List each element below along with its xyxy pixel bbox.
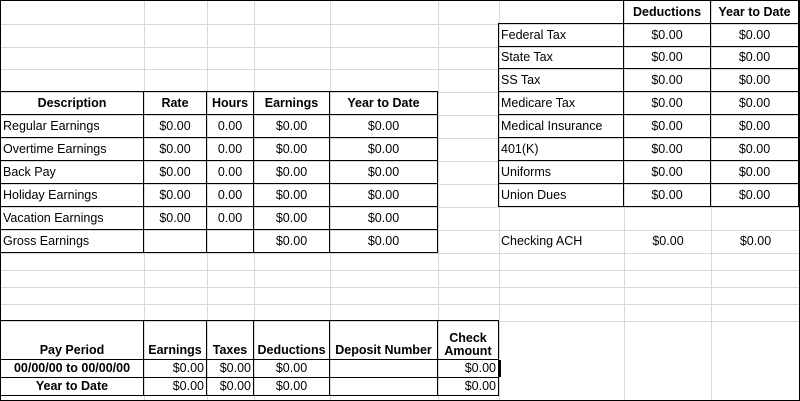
earning-ytd[interactable]: $0.00 xyxy=(329,160,438,184)
earning-rate[interactable]: $0.00 xyxy=(143,206,207,230)
deduction-label[interactable]: State Tax xyxy=(498,46,624,69)
gross-hours-empty[interactable] xyxy=(206,229,254,253)
pay-taxes-ytd[interactable]: $0.00 xyxy=(206,377,254,396)
deduction-ytd[interactable]: $0.00 xyxy=(710,137,799,161)
deduction-ytd[interactable]: $0.00 xyxy=(710,23,799,47)
earning-hours[interactable]: 0.00 xyxy=(206,114,254,138)
pay-deductions-header[interactable]: Deductions xyxy=(253,320,330,360)
check-amount-ytd[interactable]: $0.00 xyxy=(437,377,499,396)
cell-selection-indicator xyxy=(498,360,501,377)
pay-ytd-label[interactable]: Year to Date xyxy=(0,377,144,396)
checking-ach-ytd[interactable]: $0.00 xyxy=(739,234,772,248)
deduction-label[interactable]: Medicare Tax xyxy=(498,91,624,115)
earning-rate[interactable]: $0.00 xyxy=(143,183,207,207)
deduction-label[interactable]: SS Tax xyxy=(498,68,624,92)
gridline xyxy=(1,287,799,288)
earning-amount[interactable]: $0.00 xyxy=(253,183,330,207)
pay-taxes[interactable]: $0.00 xyxy=(206,359,254,378)
deduction-amount[interactable]: $0.00 xyxy=(623,68,711,92)
deduction-amount[interactable]: $0.00 xyxy=(623,183,711,207)
deposit-number-ytd[interactable] xyxy=(329,377,438,396)
pay-taxes-header[interactable]: Taxes xyxy=(206,320,254,360)
earning-hours[interactable]: 0.00 xyxy=(206,183,254,207)
pay-deductions-ytd[interactable]: $0.00 xyxy=(253,377,330,396)
deposit-number[interactable] xyxy=(329,359,438,378)
deposit-number-header[interactable]: Deposit Number xyxy=(329,320,438,360)
earning-rate[interactable]: $0.00 xyxy=(143,137,207,161)
earning-ytd[interactable]: $0.00 xyxy=(329,137,438,161)
rate-header[interactable]: Rate xyxy=(143,91,207,115)
check-amount-header[interactable]: Check Amount xyxy=(437,320,499,360)
gridline xyxy=(1,304,799,305)
deduction-label[interactable]: Federal Tax xyxy=(498,23,624,47)
earning-ytd[interactable]: $0.00 xyxy=(329,206,438,230)
deduction-ytd[interactable]: $0.00 xyxy=(710,160,799,184)
earning-amount[interactable]: $0.00 xyxy=(253,114,330,138)
earning-description[interactable]: Regular Earnings xyxy=(0,114,144,138)
gross-earnings-label[interactable]: Gross Earnings xyxy=(0,229,144,253)
pay-period-range[interactable]: 00/00/00 to 00/00/00 xyxy=(0,359,144,378)
pay-deductions[interactable]: $0.00 xyxy=(253,359,330,378)
gross-earnings-amount[interactable]: $0.00 xyxy=(253,229,330,253)
deduction-ytd[interactable]: $0.00 xyxy=(710,68,799,92)
deductions-header[interactable]: Deductions xyxy=(623,0,711,24)
deduction-amount[interactable]: $0.00 xyxy=(623,160,711,184)
earning-hours[interactable]: 0.00 xyxy=(206,206,254,230)
description-header[interactable]: Description xyxy=(0,91,144,115)
deduction-label[interactable]: Union Dues xyxy=(498,183,624,207)
deduction-ytd[interactable]: $0.00 xyxy=(710,91,799,115)
deduction-label[interactable]: Medical Insurance xyxy=(498,114,624,138)
pay-earnings[interactable]: $0.00 xyxy=(143,359,207,378)
pay-period-header[interactable]: Pay Period xyxy=(0,320,144,360)
check-amount[interactable]: $0.00 xyxy=(437,359,499,378)
deduction-amount[interactable]: $0.00 xyxy=(623,114,711,138)
earnings-ytd-header[interactable]: Year to Date xyxy=(329,91,438,115)
deduction-label[interactable]: Uniforms xyxy=(498,160,624,184)
earning-rate[interactable]: $0.00 xyxy=(143,160,207,184)
deduction-ytd[interactable]: $0.00 xyxy=(710,46,799,69)
deduction-label[interactable]: 401(K) xyxy=(498,137,624,161)
earning-description[interactable]: Vacation Earnings xyxy=(0,206,144,230)
earning-description[interactable]: Overtime Earnings xyxy=(0,137,144,161)
earning-rate[interactable]: $0.00 xyxy=(143,114,207,138)
gridline xyxy=(1,253,799,254)
deduction-amount[interactable]: $0.00 xyxy=(623,137,711,161)
gross-rate-empty[interactable] xyxy=(143,229,207,253)
earning-amount[interactable]: $0.00 xyxy=(253,206,330,230)
deduction-amount[interactable]: $0.00 xyxy=(623,23,711,47)
earning-description[interactable]: Back Pay xyxy=(0,160,144,184)
checking-ach-label[interactable]: Checking ACH xyxy=(501,234,583,248)
earning-ytd[interactable]: $0.00 xyxy=(329,183,438,207)
deduction-ytd[interactable]: $0.00 xyxy=(710,183,799,207)
hours-header[interactable]: Hours xyxy=(206,91,254,115)
deduction-amount[interactable]: $0.00 xyxy=(623,46,711,69)
earning-amount[interactable]: $0.00 xyxy=(253,160,330,184)
earning-hours[interactable]: 0.00 xyxy=(206,160,254,184)
earning-amount[interactable]: $0.00 xyxy=(253,137,330,161)
gross-earnings-ytd[interactable]: $0.00 xyxy=(329,229,438,253)
earning-hours[interactable]: 0.00 xyxy=(206,137,254,161)
pay-earnings-header[interactable]: Earnings xyxy=(143,320,207,360)
earning-ytd[interactable]: $0.00 xyxy=(329,114,438,138)
checking-ach-amount[interactable]: $0.00 xyxy=(652,234,684,248)
deduction-ytd[interactable]: $0.00 xyxy=(710,114,799,138)
pay-earnings-ytd[interactable]: $0.00 xyxy=(143,377,207,396)
earning-description[interactable]: Holiday Earnings xyxy=(0,183,144,207)
deduction-amount[interactable]: $0.00 xyxy=(623,91,711,115)
deductions-ytd-header[interactable]: Year to Date xyxy=(710,0,799,24)
gridline xyxy=(1,270,799,271)
earnings-header[interactable]: Earnings xyxy=(253,91,330,115)
